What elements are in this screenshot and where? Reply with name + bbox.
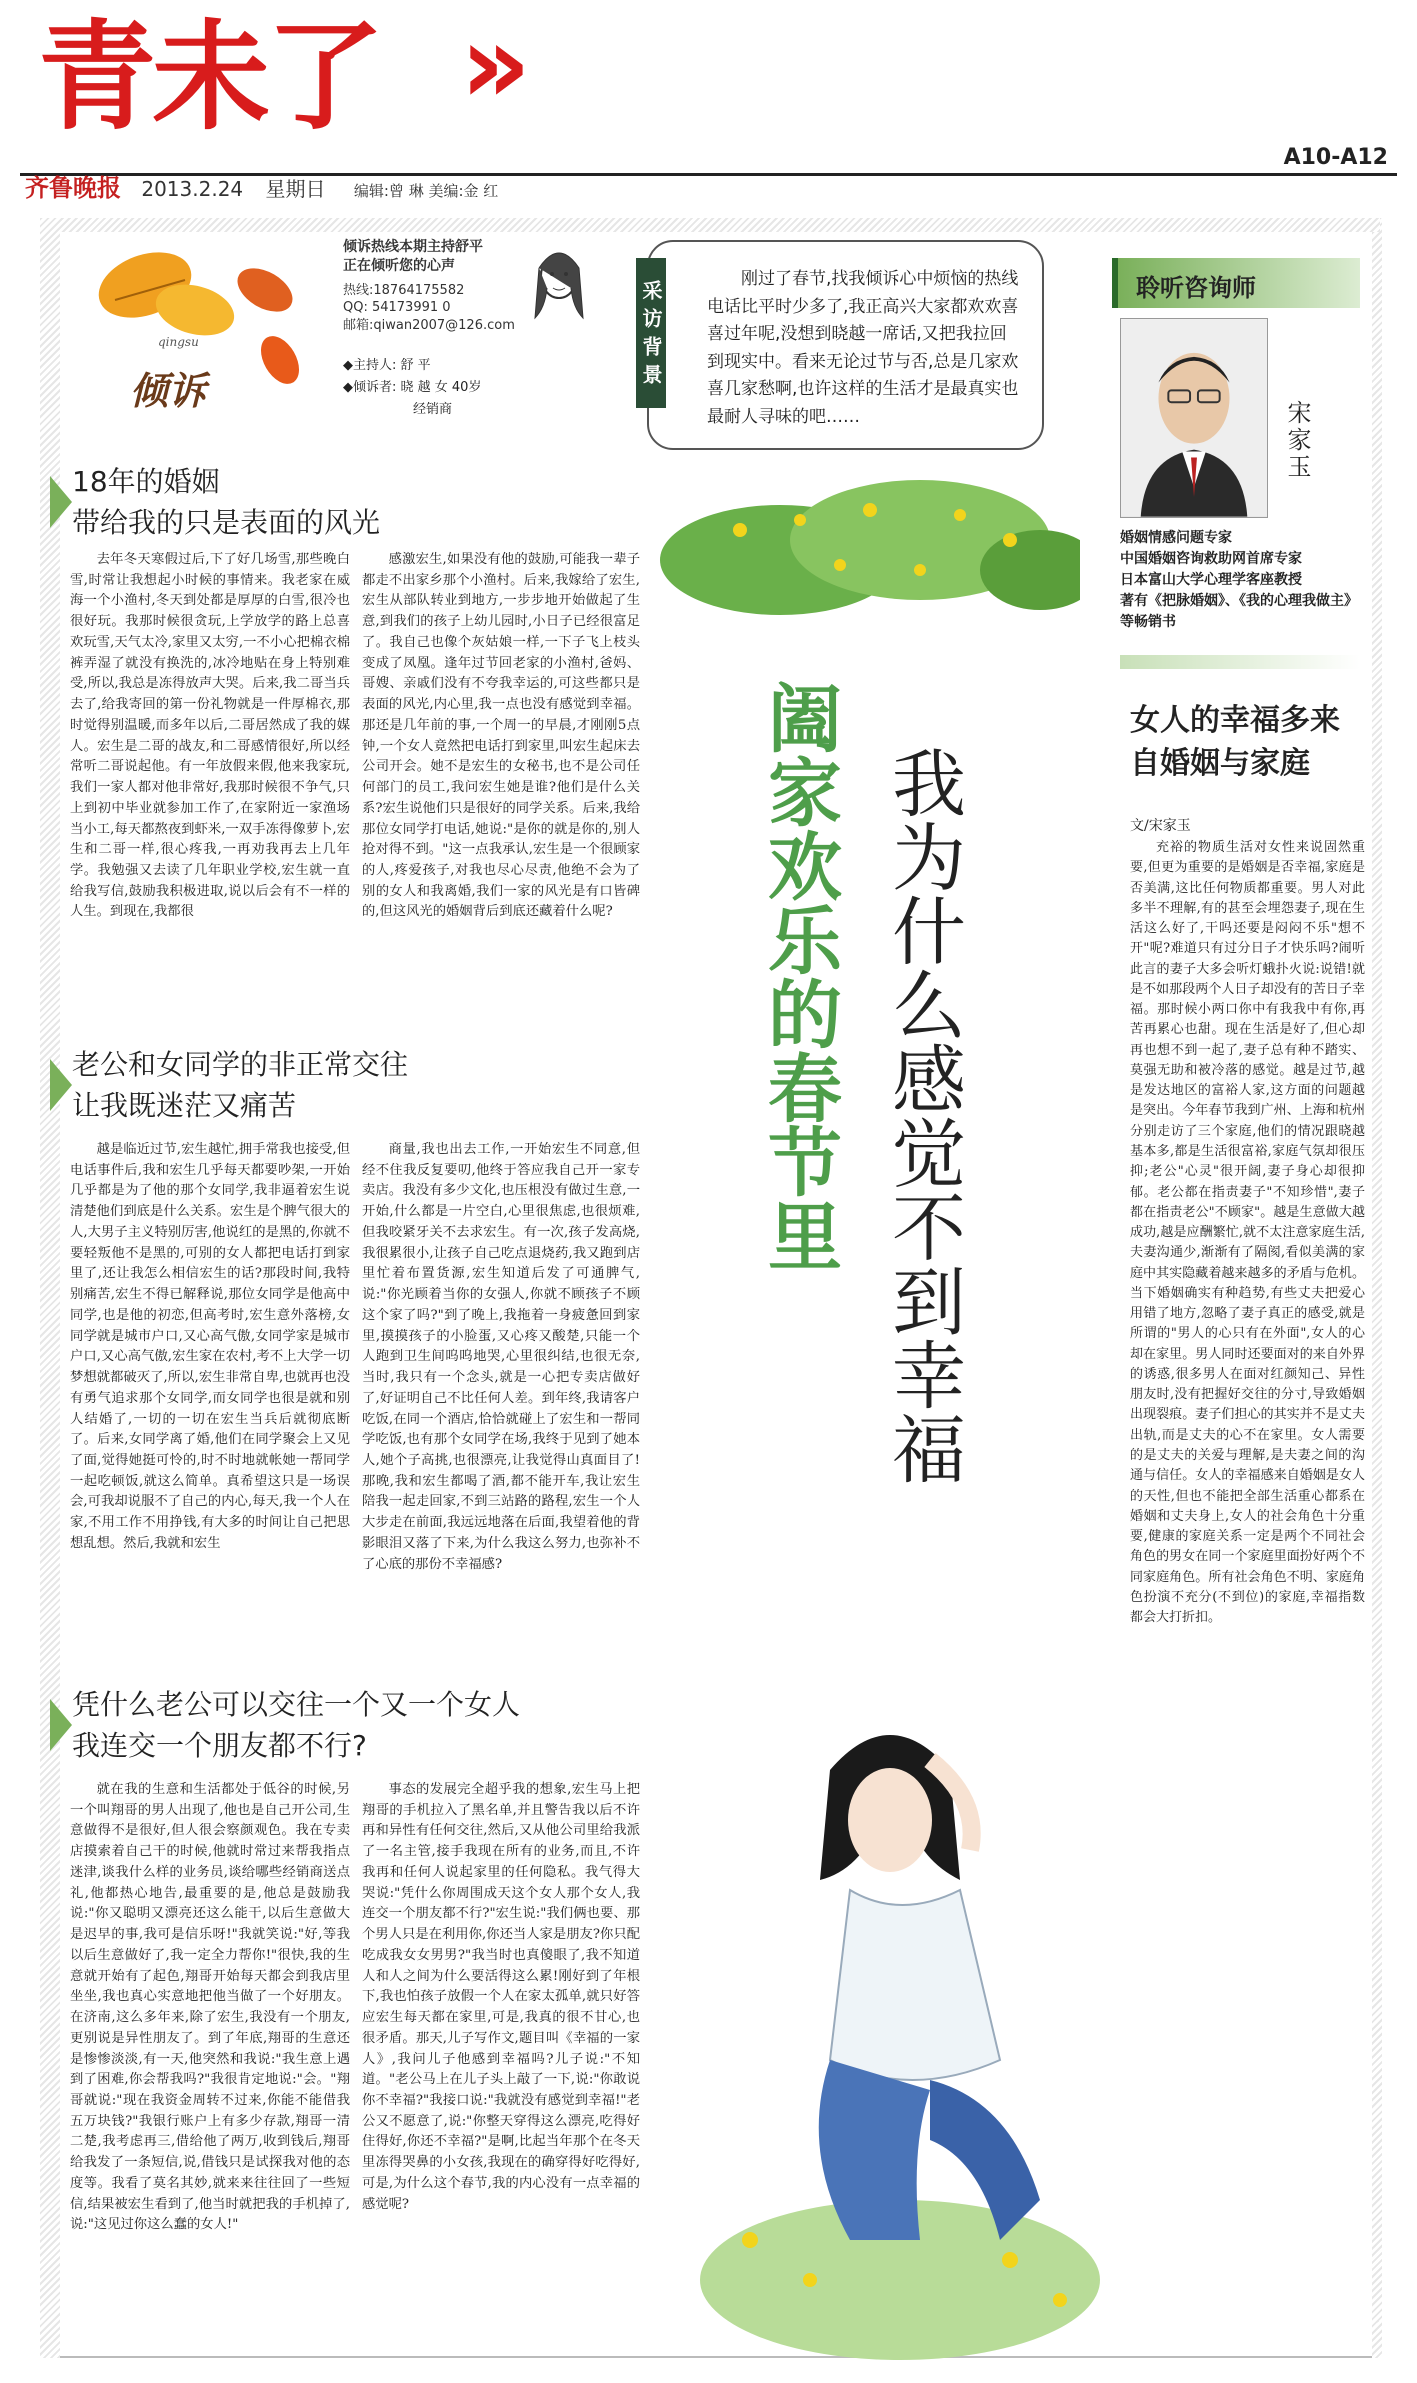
section-1-col-left: 去年冬天寒假过后,下了好几场雪,那些晚白雪,时常让我想起小时候的事情来。我老家在威海一个小渔村,冬天到处都是厚厚的白雪,很冷也很好玩。我那时候很贪玩,上学放学的路上总喜欢玩雪,天气太冷,家里又太穷,一不小心把棉衣棉裤弄湿了就没有换洗的,冰冷地贴在身上特别难受,所以,我总是冻得放声大哭。后来,我二哥当兵去了,给我寄回的第一份礼物就是一件厚棉衣,那时觉得别温暖,而多年以后,二哥居然成了我的媒人。宏生是二哥的战友,和二哥感情很好,所以经常听二哥说起他。有一年放假来假,他来我家玩,我们一家人都对他非常好,我那时候很不争气,只上到初中毕业就参加工作了,在家附近一家渔场当小工,每天都熬夜到虾米,一双手冻得像萝卜,宏生和二哥一样,很心疼我,一再劝我再去上几年学。我勉强又去读了几年职业学校,宏生就一直给我写信,鼓励我积极进取,说以后会有不一样的人生。到现在,我都很 <box>70 552 350 920</box>
teller-job: 经销商 <box>413 402 453 418</box>
section-1-heading <box>72 462 632 543</box>
left-hatch-border <box>40 218 60 2358</box>
column-pinyin: qingsu <box>158 335 199 349</box>
issue-date: 2013.2.24 <box>141 177 244 201</box>
interview-note-tag: 采访背景 <box>636 258 666 408</box>
bio-divider <box>1120 655 1360 669</box>
section-3-heading <box>72 1685 652 1766</box>
section-2-head-line1: 老公和女同学的非正常交往 <box>72 1048 409 1081</box>
section-2-head-line2: 让我既迷茫又痛苦 <box>72 1088 297 1122</box>
bio-line-5: 等畅销书 <box>1120 614 1176 630</box>
consultant-name: 宋家玉 <box>1283 400 1311 481</box>
section-3-col-right: 事态的发展完全超乎我的想象,宏生马上把翔哥的手机拉入了黑名单,并且警告我以后不许再和异性有任何交往,然后,又从他公司里给我派了一名主管,接手我现在所有的业务,而且,不许我再和任何人说起家里的任何隐私。我气得大哭说:"凭什么你周围成天这个女人那个女人,我连交一个朋友都不行?"宏生说:"我们俩也要、那个男人只是在利用你,你还当人家是朋友?你只配吃成我女女男男?"我当时也真傻眼了,我不知道人和人之间为什么要活得这么累!刚好到了年根下,我也怕孩子放假一个人在家太孤单,就只好答应宏生每天都在家里,可是,我真的很不甘心,也很矛盾。那天,儿子写作文,题目叫《幸福的一家人》,我问儿子他感到幸福吗?儿子说:"不知道。"老公马上在儿子头上敲了一下,说:"你敢说你不幸福?"我接口说:"我就没有感觉到幸福!"老公又不愿意了,说:"你整天穿得这么漂亮,吃得好住得好,你还不幸福?"是啊,比起当年那个在冬天里冻得哭鼻的小女孩,我现在的确穿得好吃得好,可是,为什么这个春节,我的内心没有一点幸福的感觉呢? <box>362 1782 640 2212</box>
teller-line: ◆倾诉者: 晓 越 女 40岁 <box>343 380 482 396</box>
bio-line-1: 婚姻情感问题专家 <box>1120 530 1232 546</box>
section-3-head-line1: 凭什么老公可以交往一个又一个女人 <box>72 1688 521 1721</box>
top-hatch-border <box>40 218 1380 232</box>
section-2-col-left: 越是临近过节,宏生越忙,拥手常我也接受,但电话事件后,我和宏生几乎每天都要吵架,一开始几乎都是为了他的那个女同学,我非逼着宏生说清楚他们到底是什么关系。宏生是个脾气很大的人,大男子主义特别厉害,他说红的是黑的,你就不要轻叛他不是黑的,可别的女人都把电话打到家里了,还让我怎么相信宏生的话?那段时间,我特别痛苦,宏生不得已解释说,那位女同学是他高中同学,也是他的初恋,但高考时,宏生意外落榜,女同学就是城市户口,又心高气傲,女同学家是城市户口,又心高气傲,宏生家在农村,考不上大学一切梦想就都破灭了,所以,宏生非常自卑,也就再也没有勇气追求那个女同学,而女同学也很是就和别人结婚了,一切的一切在宏生当兵后就彻底断了。后来,女同学离了婚,他们在同学聚会上又见了面,觉得她挺可怜的,时不时地就帐她一帮同学一起吃顿饭,就这么简单。真希望这只是一场误会,可我却说服不了自己的内心,每天,我一个人在家,不用工作不用挣钱,有大多的时间让自己把思想乱想。然后,我就和宏生 <box>70 1142 350 1551</box>
page-title: 青未了 <box>38 8 381 146</box>
section-1-head-line2: 带给我的只是表面的风光 <box>72 505 381 539</box>
bio-line-3: 日本富山大学心理学客座教授 <box>1120 572 1302 588</box>
reclining-woman-illustration <box>680 1680 1100 2370</box>
section-3-col-left: 就在我的生意和生活都处于低谷的时候,另一个叫翔哥的男人出现了,他也是自己开公司,生意做得不是很好,但人很会察颜观色。我在专卖店摸索着自己干的时候,他就时常过来帮我指点迷津,谈我什么样的业务员,谈给哪些经销商送点礼,他都热心地告,最重要的是,他总是鼓励我说:"你又聪明又漂亮还这么能干,以后生意做大是迟早的事,我可是信乐呀!"我就笑说:"好,等我以后生意做好了,我一定全力帮你!"很快,我的生意就开始有了起色,翔哥开始每天都会到我店里坐坐,我也真心实意地把他当做了一个好朋友。在济南,这么多年来,除了宏生,我没有一个朋友,更别说是异性朋友了。到了年底,翔哥的生意还是惨惨淡淡,有一天,他突然和我说:"我生意上遇到了困难,你会帮我吗?"我很肯定地说:"会。"翔哥就说:"现在我资金周转不过来,你能不能借我五万块钱?"我银行账户上有多少存款,翔哥一清二楚,我考虑再三,借给他了两万,收到钱后,翔哥给我发了一条短信,说,借钱只是试探我对他的态度等。我看了莫名其妙,就来来往往回了一些短信,结果被宏生看到了,他当时就把我的手机掉了,说:"这见过你这么蠢的女人!" <box>70 1782 350 2233</box>
section-2-col-right: 商量,我也出去工作,一开始宏生不同意,但经不住我反复要叨,他终于答应我自己开一家专卖店。我没有多少文化,也压根没有做过生意,一开始,什么都是一片空白,心里很焦虑,也很烦难,但我咬紧牙关不去求宏生。有一次,孩子发高烧,我很累很小,让孩子自己吃点退烧药,我又跑到店里忙着布置货源,宏生知道后发了可通脾气,说:"你光顾着当你的女强人,你就不顾孩子不顾这个家了吗?"到了晚上,我拖着一身疲惫回到家里,摸摸孩子的小脸蛋,又心疼又酸楚,只能一个人跑到卫生间呜呜地哭,心里很纠结,也很无奈,当时,我只有一个念头,就是一心把专卖店做好了,好证明自己不比任何人差。到年终,我请客户吃饭,在同一个酒店,恰恰就碰上了宏生和一帮同学吃饭,也有那个女同学在场,我终于见到了她本人,她个子高挑,也很漂亮,让我觉得山真面目了!那晚,我和宏生都喝了酒,都不能开车,我让宏生陪我一起走回家,不到三站路的路程,宏生一个人大步走在前面,我远远地落在后面,我望着他的背影眼泪又落了下来,为什么我这么努力,也弥补不了心底的那份不幸福感? <box>362 1142 640 1572</box>
masthead <box>20 0 1400 170</box>
consultant-bio <box>1120 528 1365 633</box>
consultant-header: 聆听咨询师 <box>1112 258 1360 308</box>
section-1-col-right: 感激宏生,如果没有他的鼓励,可能我一辈子都走不出家乡那个小渔村。后来,我嫁给了宏生,宏生从部队转业到地方,一步步地开始做起了生意,到我们的孩子上幼儿园时,小日子已经很富足了。我自己也像个灰姑娘一样,一下子飞上枝头变成了凤凰。逢年过节回老家的小渔村,爸妈、哥嫂、亲戚们没有不夸我幸运的,可这些都只是表面的风光,内心里,我一点也没有感觉到幸福。那还是几年前的事,一个周一的早晨,才刚刚5点钟,一个女人竟然把电话打到家里,叫宏生起床去公司开会。她不是宏生的女秘书,也不是公司任何部门的员工,我问宏生她是谁?他们是什么关系?宏生说他们只是很好的同学关系。后来,我给那位女同学打电话,她说:"是你的就是你的,别人抢对得不到。"这一点我承认,宏生是一个很顾家的人,疼爱孩子,对我也尽心尽责,他绝不会为了别的女人和我离婚,我们一家的风光是有口皆碑的,但这风光的婚姻背后到底还藏着什么呢? <box>362 552 640 920</box>
bio-line-2: 中国婚姻咨询救助网首席专家 <box>1120 551 1302 567</box>
email-address: 邮箱:qiwan2007@126.com <box>343 317 515 333</box>
woman-sketch-icon <box>523 238 595 348</box>
right-hatch-border <box>1372 218 1382 2358</box>
newspaper-brand: 齐鲁晚报 <box>25 173 121 202</box>
editor-credits: 编辑:曾 琳 美编:金 红 <box>353 182 499 200</box>
issue-line <box>25 168 498 203</box>
feature-title-black: 我为什么感觉不到幸福 <box>880 745 966 1485</box>
section-1-head-line1: 18年的婚姻 <box>72 465 220 498</box>
host-line: ◆主持人: 舒 平 <box>343 358 431 373</box>
consultant-photo <box>1120 318 1268 518</box>
host-info <box>343 355 643 421</box>
feature-title-green: 阖家欢乐的春节里 <box>756 680 842 1272</box>
intro-line-2: 正在倾听您的心声 <box>343 257 455 274</box>
interview-note: 刚过了春节,找我倾诉心中烦恼的热线电话比平时少多了,我正高兴大家都欢欢喜喜过年呢,没想到晓越一席话,又把我拉回到现实中。看来无论过节与否,总是几家欢喜几家愁啊,也许这样的生活才是最真实也最耐人寻味的吧…… <box>647 240 1044 450</box>
consultant-article-author: 文/宋家玉 <box>1130 818 1191 834</box>
consultant-article-body: 充裕的物质生活对女性来说固然重要,但更为重要的是婚姻是否幸福,家庭是否美满,这比任何物质都重要。男人对此多半不理解,有的甚至会埋怨妻子,现在生活这么好了,干吗还要是闷闷不乐"想不开"呢?难道只有过分日子才快乐吗?闹听此言的妻子大多会听灯蛾扑火说:说错!就是不如那段两个人日子却没有的苦日子幸福。那时候小两口你中有我我中有你,再苦再累心也甜。现在生活是好了,但心却再也想不到一起了,妻子总有种不踏实、莫强无助和被冷落的感觉。越是过节,越是发达地区的富裕人家,这方面的问题越是突出。今年春节我到广州、上海和杭州分别走访了三个家庭,他们的情况跟晓越基本多,都是生活很富裕,家庭气氛却很压抑;老公"心灵"很开阔,妻子身心却很抑郁。老公都在指责妻子"不知珍惜",妻子都在指责老公"不顾家"。越是生意做大越成功,越是应酬繁忙,就不太注意家庭生活,夫妻沟通少,渐渐有了隔阂,看似美满的家庭中其实隐藏着越来越多的矛盾与危机。当下婚姻确实有种趋势,有些丈夫把爱心用错了地方,忽略了妻子真正的感受,就是所谓的"男人的心只有在外面",女人的心却在家里。男人同时还要面对的来自外界的诱惑,很多男人在面对红颜知己、异性朋友时,没有把握好交往的分寸,导致婚姻出现裂痕。妻子们担心的其实并不是丈夫出轨,而是丈夫的心不在家里。女人需要的是丈夫的关爱与理解,是夫妻之间的沟通与信任。女人的幸福感来自婚姻是女人的天性,但也不能把全部生活重心都系在婚姻和丈夫身上,女人的社会角色十分重要,健康的家庭关系一定是两个不同社会角色的男女在同一个家庭里面扮好两个不同家庭角色。所有社会角色不明、家庭角色扮演不充分(不到位)的家庭,幸福指数都会大打折扣。 <box>1130 840 1365 1626</box>
intro-line-1: 倾诉热线本期主持舒平 <box>343 239 483 255</box>
issue-weekday: 星期日 <box>265 177 326 201</box>
section-2-heading <box>72 1045 632 1126</box>
column-name: 倾诉 <box>130 368 207 413</box>
page-range: A10-A12 <box>1276 145 1388 170</box>
qq-number: QQ: 54173991 0 <box>343 300 451 316</box>
flower-garden-illustration <box>660 470 1080 620</box>
consultant-article-title: 女人的幸福多来自婚姻与家庭 <box>1130 703 1340 781</box>
quote-mark-icon: » <box>460 0 532 128</box>
section-3-head-line2: 我连交一个朋友都不行? <box>72 1728 367 1762</box>
bio-line-4: 著有《把脉婚姻》、《我的心理我做主》 <box>1120 593 1358 609</box>
hotline-number: 热线:18764175582 <box>343 282 465 298</box>
